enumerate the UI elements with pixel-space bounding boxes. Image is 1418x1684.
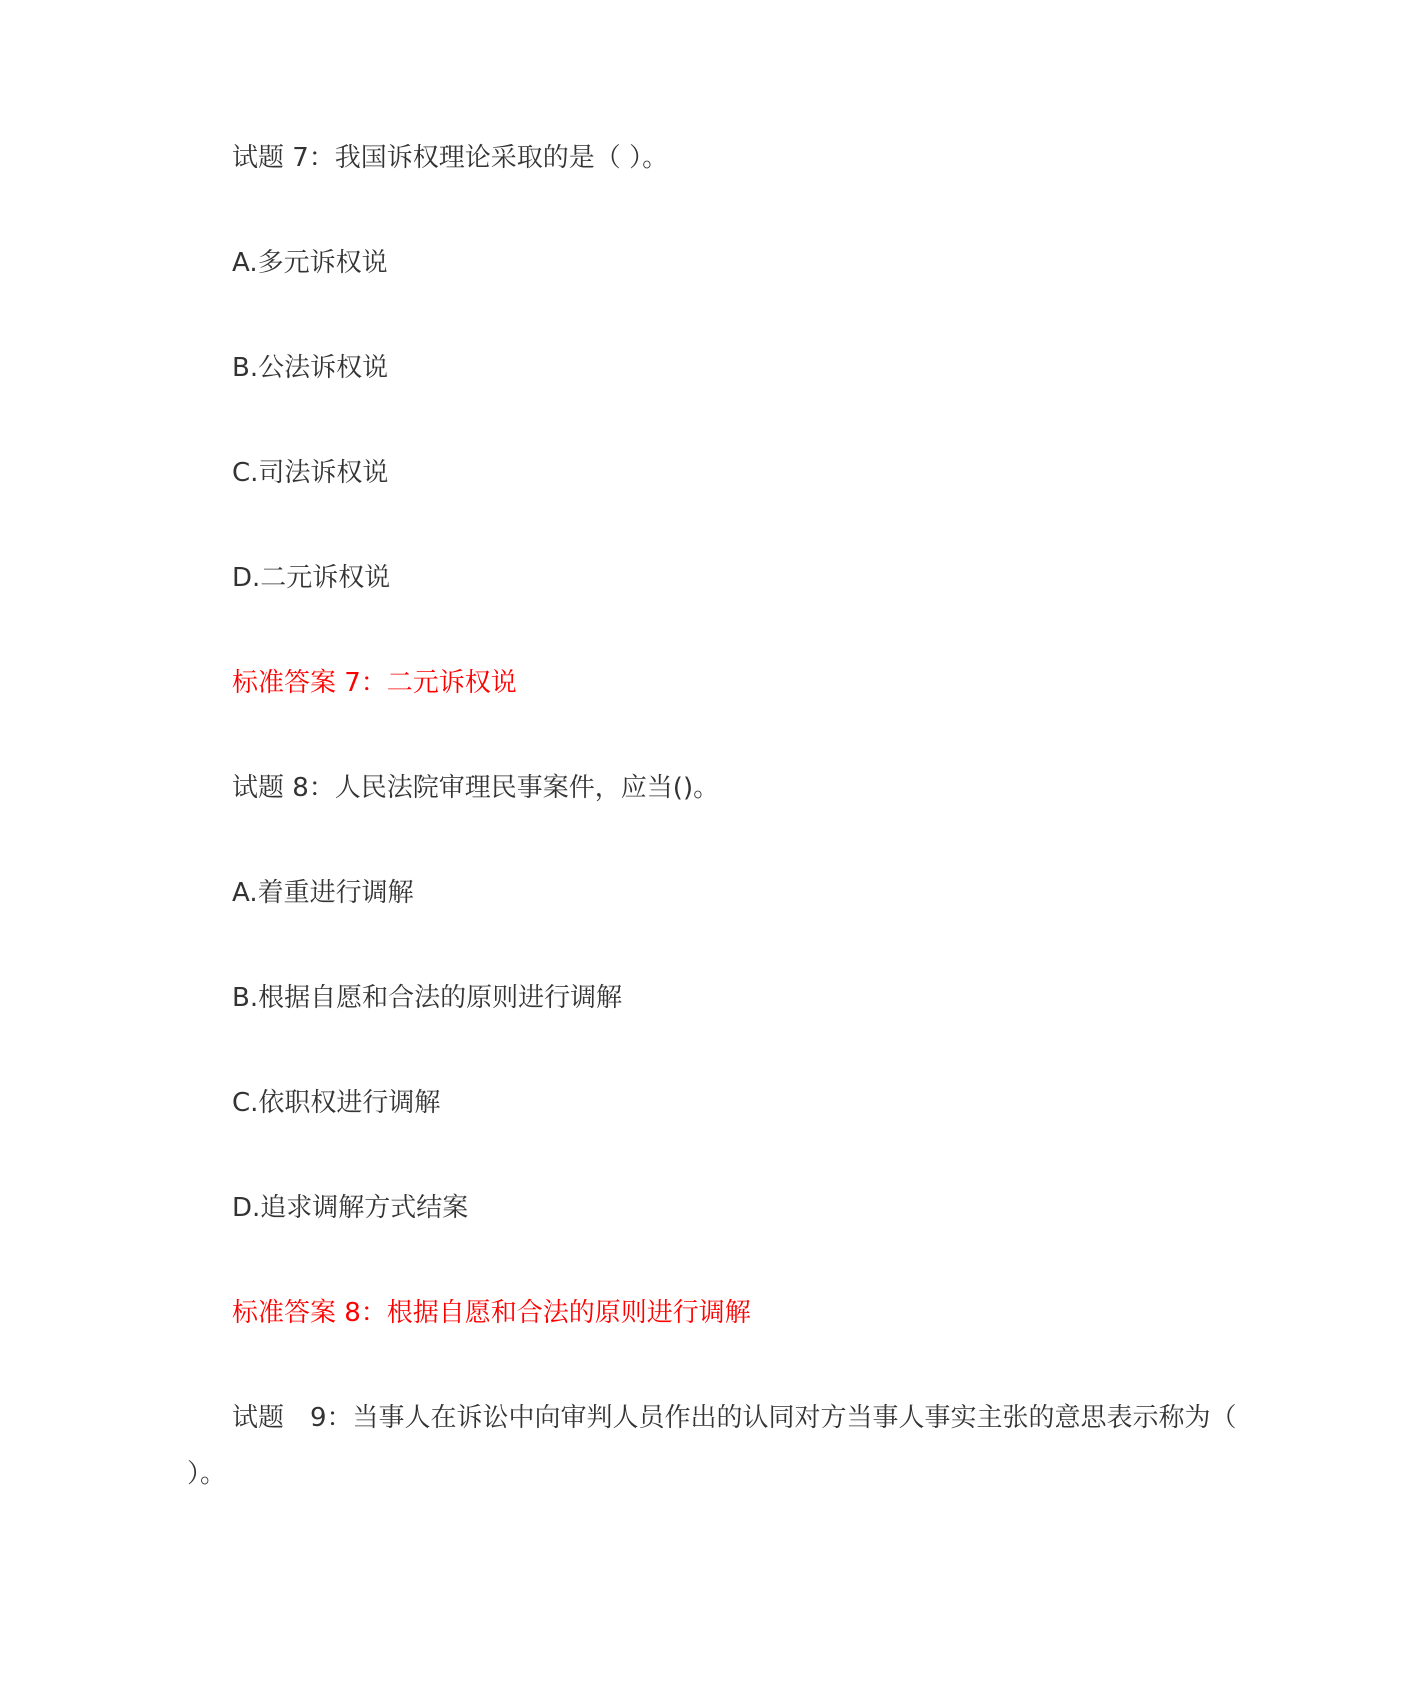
question-7-option-b: B.公法诉权说 [232,353,389,383]
question-7-option-a: A.多元诉权说 [232,248,388,278]
question-8-option-d: D.追求调解方式结案 [232,1193,469,1223]
question-7: 试题 7：我国诉权理论采取的是（ ）。 [232,143,669,173]
question-9: 试题 9：当事人在诉讼中向审判人员作出的认同对方当事人事实主张的意思表示称为（ ）。 [187,1403,1237,1489]
answer-7: 标准答案 7：二元诉权说 [232,668,517,698]
question-8: 试题 8：人民法院审理民事案件，应当()。 [232,773,720,803]
question-8-option-c: C.依职权进行调解 [232,1088,441,1118]
question-7-option-d: D.二元诉权说 [232,563,391,593]
question-7-option-c: C.司法诉权说 [232,458,389,488]
question-8-option-a: A.着重进行调解 [232,878,414,908]
answer-8: 标准答案 8：根据自愿和合法的原则进行调解 [232,1298,751,1328]
question-8-option-b: B.根据自愿和合法的原则进行调解 [232,983,623,1013]
